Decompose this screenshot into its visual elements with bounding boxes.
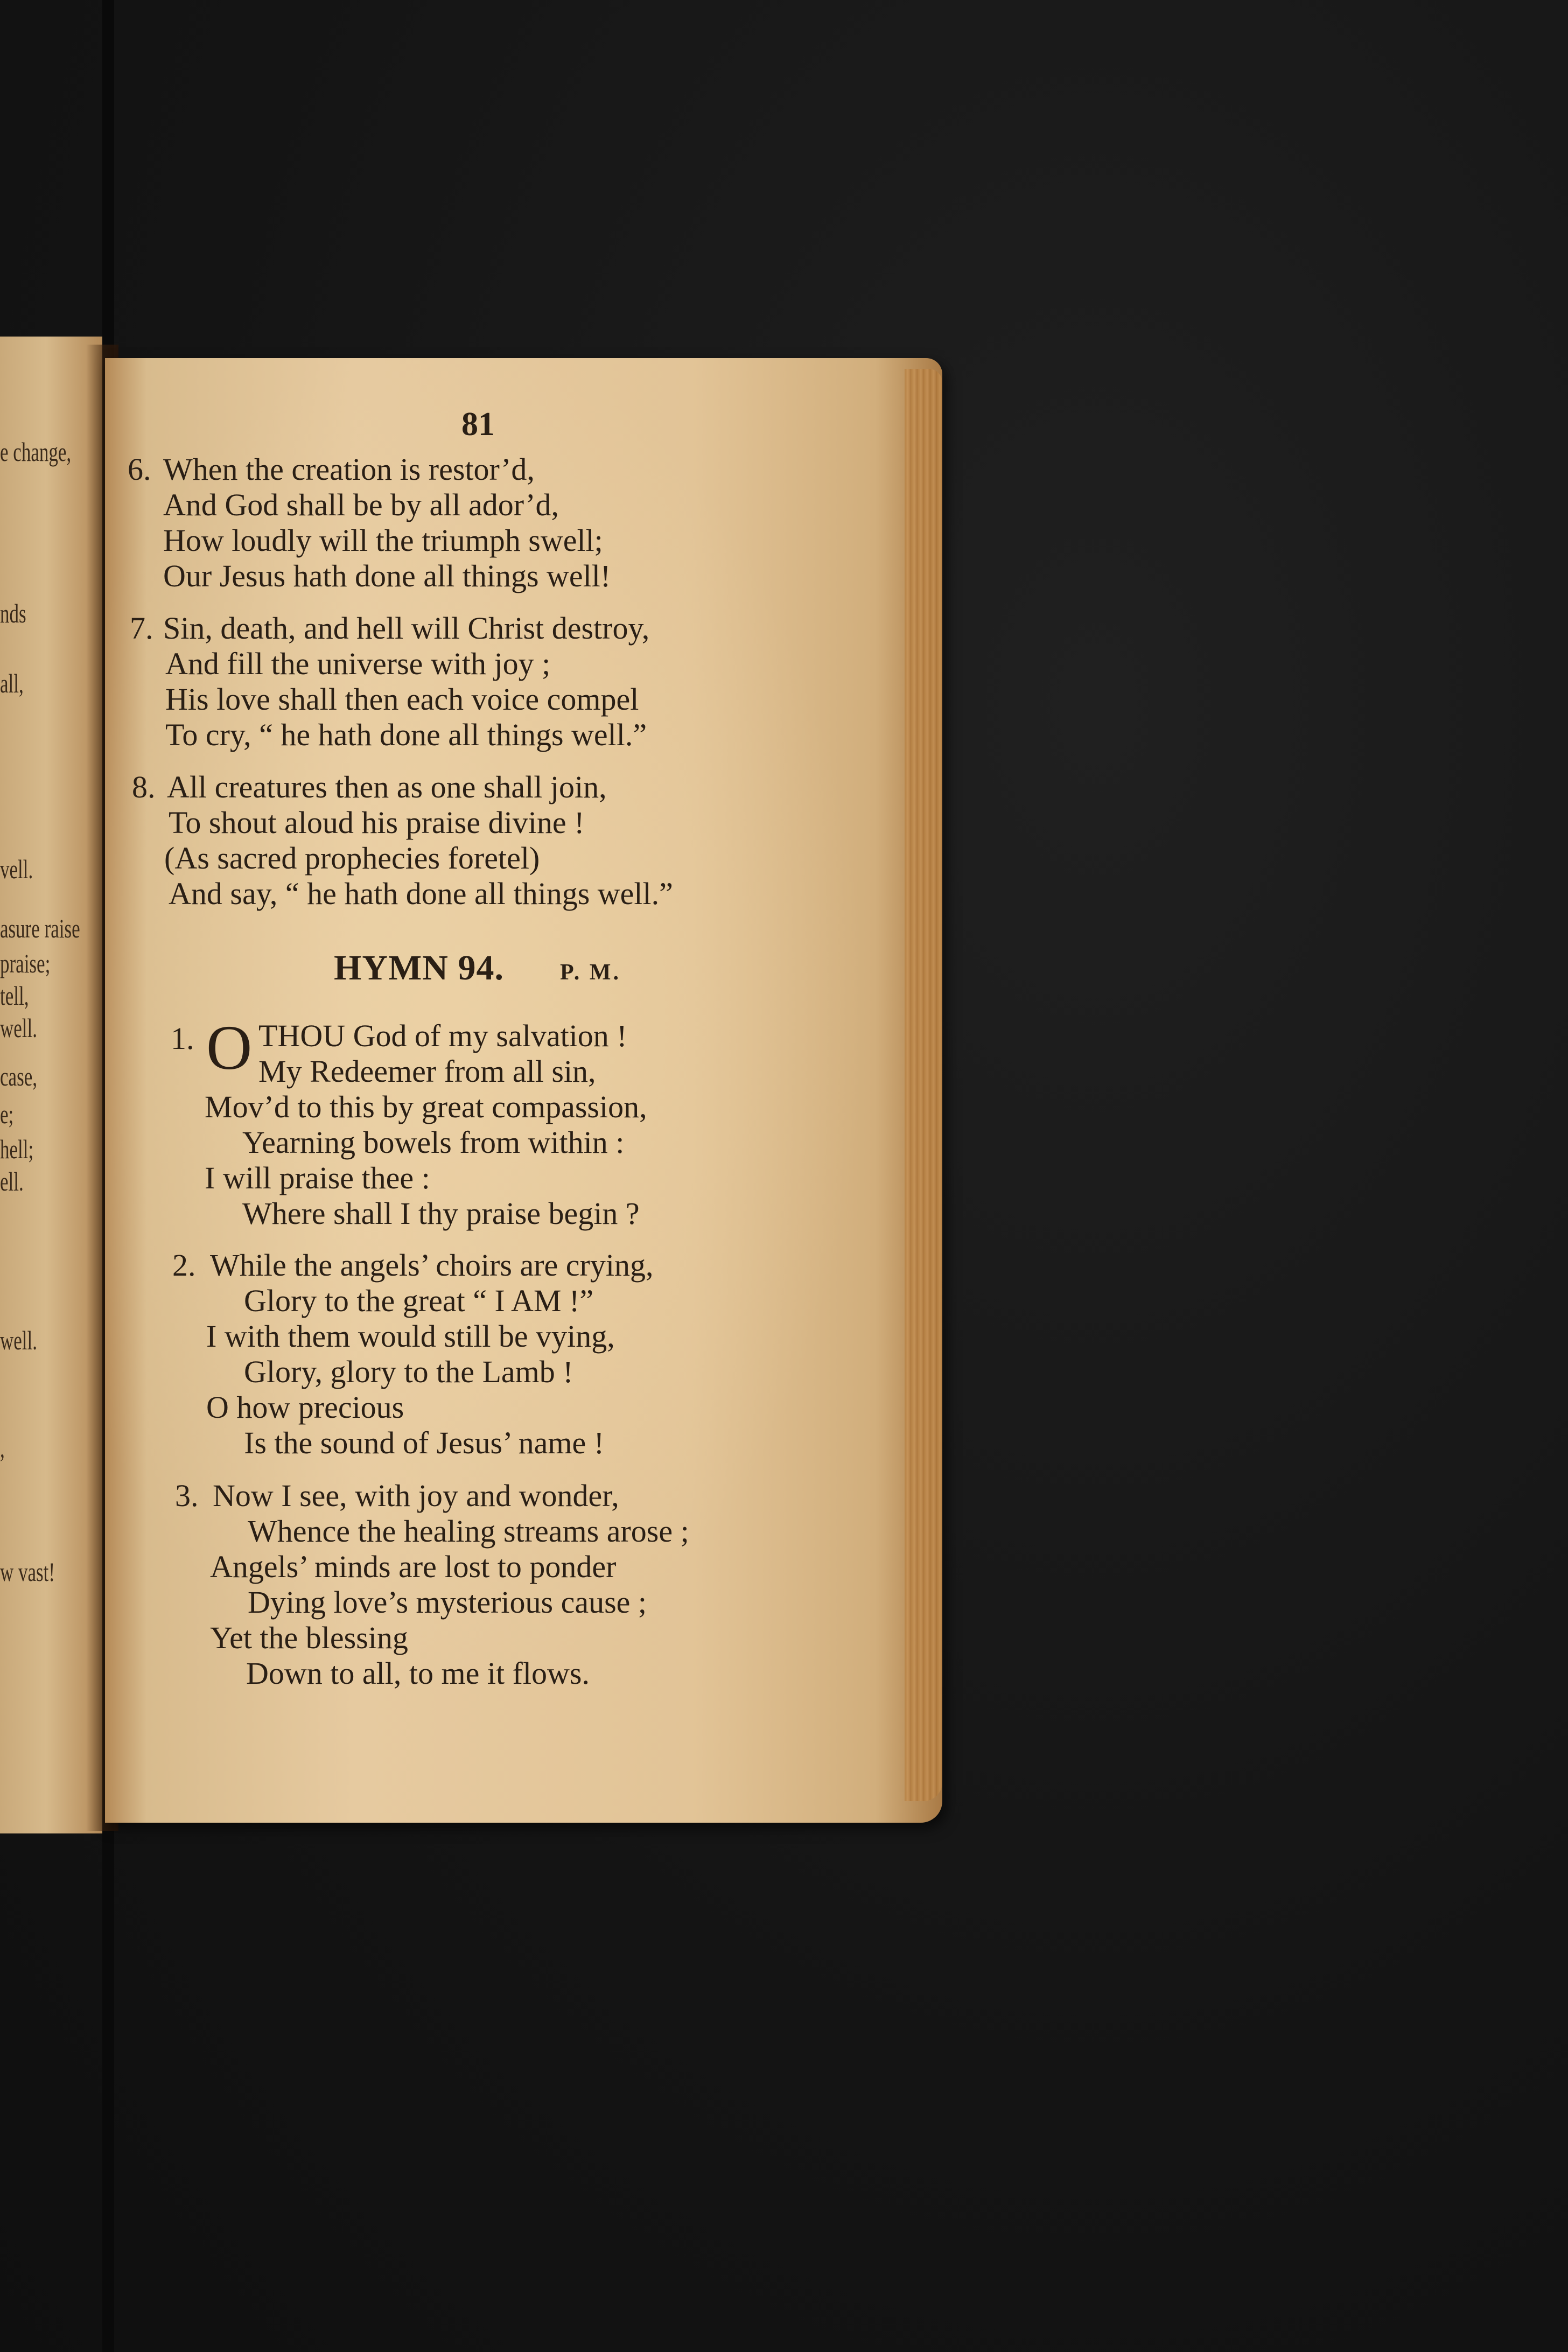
verse-number: 8. [132, 769, 156, 804]
left-page-fragment: nds [0, 598, 26, 628]
left-page-fragment: ell. [0, 1166, 24, 1196]
book-page [105, 358, 942, 1823]
verse-line: And fill the universe with joy ; [165, 646, 551, 681]
verse-line: And say, “ he hath done all things well.” [169, 876, 673, 911]
verse-line: Glory to the great “ I AM !” [244, 1283, 594, 1318]
left-page-fragment: vell. [0, 854, 33, 884]
left-page-fragment: tell, [0, 981, 29, 1011]
verse-line: Mov’d to this by great compassion, [205, 1089, 647, 1124]
left-page-fragment: well. [0, 1013, 38, 1043]
verse-line: Yet the blessing [210, 1620, 408, 1655]
verse-line: To cry, “ he hath done all things well.” [165, 717, 647, 752]
verse-line: Is the sound of Jesus’ name ! [244, 1425, 605, 1460]
drop-cap: O [206, 1012, 253, 1083]
verse-line: While the angels’ choirs are crying, [210, 1248, 654, 1283]
verse-line: THOU God of my salvation ! [258, 1018, 627, 1053]
verse-line: Yearning bowels from within : [242, 1125, 625, 1160]
verse-line: His love shall then each voice compel [165, 682, 639, 717]
left-page-fragment: praise; [0, 948, 51, 978]
verse-line: Where shall I thy praise begin ? [242, 1196, 640, 1231]
left-page-fragment: e; [0, 1099, 14, 1129]
verse-number: 6. [128, 452, 151, 487]
verse-line: Down to all, to me it flows. [246, 1656, 590, 1691]
verse-line: I with them would still be vying, [206, 1319, 615, 1354]
verse-number: 2. [172, 1248, 196, 1283]
verse-line: Now I see, with joy and wonder, [213, 1478, 619, 1513]
verse-line: And God shall be by all ador’d, [163, 487, 559, 522]
verse-line: (As sacred prophecies foretel) [164, 841, 540, 876]
left-page-fragment: , [0, 1433, 5, 1463]
verse-line: Angels’ minds are lost to ponder [210, 1549, 617, 1584]
page-stack-edge [905, 369, 942, 1801]
verse-number: 1. [171, 1021, 194, 1056]
verse-line: I will praise thee : [205, 1160, 430, 1195]
hymn-heading: HYMN 94. [334, 948, 504, 988]
hymn-meter: P. M. [560, 960, 621, 985]
verse-number: 7. [130, 611, 153, 646]
verse-line: Sin, death, and hell will Christ destroy, [163, 611, 650, 646]
verse-line: O how precious [206, 1390, 404, 1425]
verse-line: To shout aloud his praise divine ! [169, 805, 585, 840]
left-page-fragment: e change, [0, 437, 72, 467]
verse-line: My Redeemer from all sin, [258, 1054, 596, 1089]
left-page-fragment: all, [0, 668, 24, 698]
verse-line: Dying love’s mysterious cause ; [248, 1585, 647, 1620]
left-page-fragment: w vast! [0, 1557, 55, 1587]
verse-line: Our Jesus hath done all things well! [163, 558, 611, 593]
left-page-fragment: asure raise [0, 913, 80, 943]
verse-number: 3. [175, 1478, 199, 1513]
left-page-fragment: well. [0, 1325, 38, 1355]
verse-line: Whence the healing streams arose ; [248, 1514, 689, 1549]
page-number: 81 [461, 406, 495, 443]
verse-line: Glory, glory to the Lamb ! [244, 1354, 573, 1389]
left-page-fragment: case, [0, 1061, 37, 1091]
left-page-fragment: hell; [0, 1134, 34, 1164]
verse-line: All creatures then as one shall join, [167, 769, 607, 804]
verse-line: How loudly will the triumph swell; [163, 523, 603, 558]
verse-line: When the creation is restor’d, [163, 452, 535, 487]
